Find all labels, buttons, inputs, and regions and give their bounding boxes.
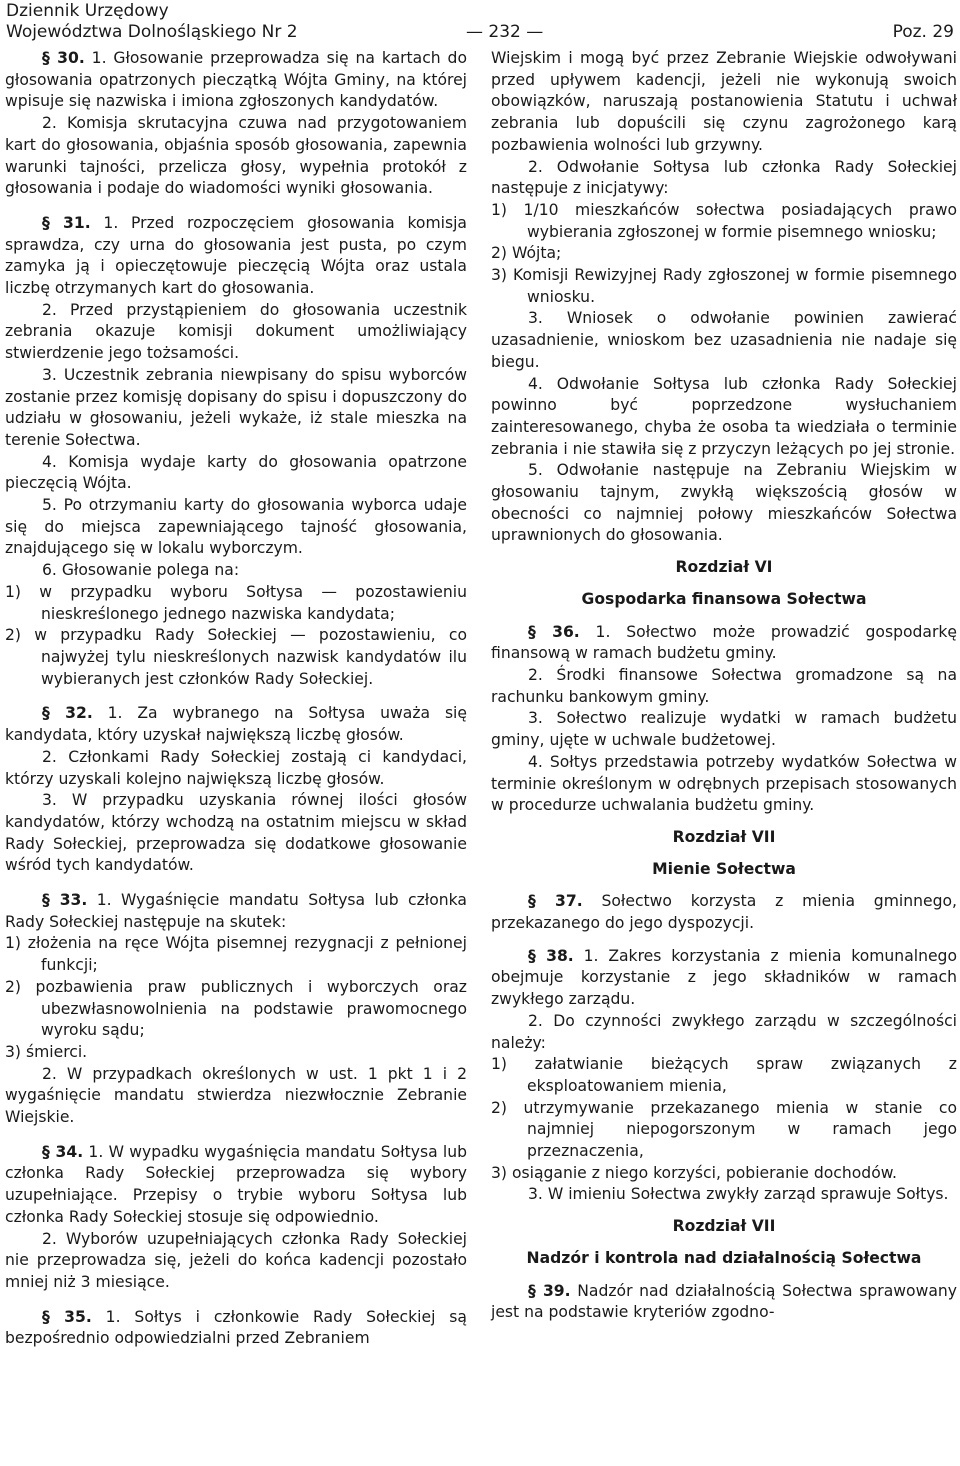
position-number: Poz. 29 [892, 22, 954, 42]
journal-issue: Województwa Dolnośląskiego Nr 2 [6, 22, 298, 42]
paragraph-33-2: 2. W przypadkach określonych w ust. 1 pkt 1 i 2 wygaśnięcie mandatu stwierdza niezwłocznie Zebranie Wiejskie. [5, 1064, 467, 1127]
paragraph-35-5: 5. Odwołanie następuje na Zebraniu Wiejskim w głosowaniu tajnym, zwykłą większością głosów w obecności co najmniej połowy mieszkańców Sołectwa uprawnionych do głosowania. [491, 461, 957, 545]
paragraph-31-1: § 31. 1. Przed rozpoczęciem głosowania komisja sprawdza, czy urna do głosowania jest pusta, po czym zamyka ją i opieczętowuje pieczęcią Wójta oraz ustala liczbę otrzymanych kart do głosowania. [5, 213, 467, 298]
list-item: 3) śmierci. [5, 1042, 88, 1061]
section-number: § 38. [528, 946, 574, 965]
list-item: 2) Wójta; [491, 244, 562, 263]
paragraph-34-1: § 34. 1. W wypadku wygaśnięcia mandatu Sołtysa lub członka Rady Sołeckiej przeprowadza się wybory uzupełniające. Przepisy o trybie wyboru Sołtysa lub członka Rady Sołeckiej stosuje się odpowiednio. [5, 1142, 467, 1226]
section-number: § 35. [42, 1307, 92, 1326]
chapter-heading: Rozdział VII [672, 827, 776, 846]
paragraph-37: § 37. Sołectwo korzysta z mienia gminnego, przekazanego do jego dyspozycji. [491, 892, 957, 933]
paragraph-35-3: 3. Wniosek o odwołanie powinien zawierać uzasadnienie, wnioskom bez uzasadnienia nie nadaje się biegu. [491, 309, 957, 371]
section-number: § 36. [528, 622, 580, 641]
page-header [6, 0, 954, 44]
paragraph-36-1: § 36. 1. Sołectwo może prowadzić gospodarkę finansową w ramach budżetu gminy. [491, 622, 957, 663]
paragraph-31-2: 2. Przed przystąpieniem do głosowania uczestnik zebrania okazuje komisji dokument umożliwiający stwierdzenie jego tożsamości. [5, 300, 467, 363]
list-item: 1) w przypadku wyboru Sołtysa — pozostawieniu nieskreślonego jednego nazwiska kandydata; [5, 582, 467, 623]
list-item: 1) 1/10 mieszkańców sołectwa posiadających prawo wybierania zgłoszonej w formie pisemnego wniosku; [491, 200, 957, 241]
paragraph-32-2: 2. Członkami Rady Sołeckiej zostają ci kandydaci, którzy uzyskali kolejno największą liczbę głosów. [5, 747, 467, 788]
paragraph-31-5: 5. Po otrzymaniu karty do głosowania wyborca udaje się do miejsca zapewniającego tajność głosowania, znajdującego się w lokalu wyborczym. [5, 496, 467, 558]
paragraph-39: § 39. Nadzór nad działalnością Sołectwa sprawowany jest na podstawie kryteriów zgodno- [491, 1281, 957, 1322]
list-item: 3) osiąganie z niego korzyści, pobieranie dochodów. [491, 1163, 898, 1182]
paragraph-38-1: § 38. 1. Zakres korzystania z mienia komunalnego obejmuje korzystanie z jego składników w ramach zwykłego zarządu. [491, 946, 957, 1009]
chapter-title: Gospodarka finansowa Sołectwa [581, 589, 867, 608]
chapter-heading: Rozdział VII [672, 1217, 776, 1236]
list-item: 1) załatwianie bieżących spraw związanych z eksploatowaniem mienia, [491, 1055, 957, 1095]
paragraph-36-4: 4. Sołtys przedstawia potrzeby wydatków Sołectwa w terminie określonym w odrębnych przepisach stosowanych w procedurze uchwalania budżetu gminy. [491, 752, 957, 815]
paragraph-32-1: § 32. 1. Za wybranego na Sołtysa uważa się kandydata, który uzyskał największą liczbę głosów. [5, 704, 467, 745]
paragraph-30-1: § 30. 1. Głosowanie przeprowadza się na kartach do głosowania opatrzonych pieczątką Wójta Gminy, na której wpisuje się nazwiska i imiona zgłoszonych kandydatów. [5, 49, 467, 111]
paragraph-31-4: 4. Komisja wydaje karty do głosowania opatrzone pieczęcią Wójta. [5, 452, 467, 493]
list-item: 3) Komisji Rewizyjnej Rady zgłoszonej w formie pisemnego wniosku. [491, 266, 957, 306]
section-number: § 33. [42, 891, 88, 910]
list-item: 2) pozbawienia praw publicznych i wyborczych oraz ubezwłasnowolnienia na podstawie prawomocnego wyroku sądu; [5, 977, 467, 1040]
chapter-heading: Rozdział VI [675, 558, 773, 577]
section-number: § 30. [42, 49, 85, 67]
paragraph-36-3: 3. Sołectwo realizuje wydatki w ramach budżetu gminy, ujęte w uchwale budżetowej. [491, 709, 957, 750]
paragraph-38-2: 2. Do czynności zwykłego zarządu w szczególności należy: [491, 1011, 957, 1052]
right-column [491, 48, 957, 1324]
section-number: § 37. [528, 892, 583, 911]
section-number: § 32. [42, 704, 93, 723]
paragraph-31-3: 3. Uczestnik zebrania niewpisany do spisu wyborców zostanie przez komisję dopisany do spisu i dopuszczony do udziału w głosowaniu, jeżeli wykaże, iż stale mieszka na terenie Sołectwa. [5, 365, 467, 449]
paragraph-31-6: 6. Głosowanie polega na: [42, 561, 240, 580]
list-item: 2) w przypadku Rady Sołeckiej — pozostawieniu, co najwyżej tylu nieskreślonych nazwisk kandydatów ilu wybieranych jest członków Rady Sołeckiej. [5, 626, 467, 688]
paragraph-35-2: 2. Odwołanie Sołtysa lub członka Rady Sołeckiej następuje z inicjatywy: [491, 157, 957, 198]
paragraph-32-3: 3. W przypadku uzyskania równej ilości głosów kandydatów, którzy wchodzą na ostatnim miejscu w skład Rady Sołeckiej, przeprowadza się dodatkowe głosowanie wśród tych kandydatów. [5, 791, 467, 875]
chapter-title: Mienie Sołectwa [652, 859, 796, 878]
paragraph-30-2: 2. Komisja skrutacyjna czuwa nad przygotowaniem kart do głosowania, objaśnia sposób głosowania, zapewnia warunki tajności, przelicza głosy, wypełnia protokół z głosowania i podaje do wiadomości wyniki głosowania. [5, 114, 467, 198]
page-number: — 232 — [466, 22, 544, 42]
journal-title: Dziennik Urzędowy [6, 1, 169, 21]
section-number: § 39. [528, 1281, 571, 1300]
paragraph-36-2: 2. Środki finansowe Sołectwa gromadzone są na rachunku bankowym gminy. [491, 665, 957, 706]
paragraph-33-1: § 33. 1. Wygaśnięcie mandatu Sołtysa lub członka Rady Sołeckiej następuje na skutek: [5, 891, 467, 931]
section-number: § 31. [42, 213, 91, 232]
chapter-title: Nadzór i kontrola nad działalnością Sołectwa [526, 1248, 922, 1267]
list-item: 1) złożenia na ręce Wójta pisemnej rezygnacji z pełnionej funkcji; [5, 934, 467, 975]
paragraph-35-1-cont: Wiejskim i mogą być przez Zebranie Wiejskie odwoływani przed upływem kadencji, jeżeli nie wykonują swoich obowiązków, naruszają postanowienia Statutu i uchwał zebrania lub dopuścili się czynu zagrożonego karą pozbawienia wolności lub grzywny. [491, 49, 957, 154]
paragraph-35-1: § 35. 1. Sołtys i członkowie Rady Sołeckiej są bezpośrednio odpowiedzialni przed Zebraniem [5, 1307, 467, 1348]
paragraph-34-2: 2. Wyborów uzupełniających członka Rady Sołeckiej nie przeprowadza się, jeżeli do końca kadencji pozostało mniej niż 3 miesiące. [5, 1229, 467, 1291]
left-column [5, 48, 467, 1350]
paragraph-35-4: 4. Odwołanie Sołtysa lub członka Rady Sołeckiej powinno być poprzedzone wysłuchaniem zainteresowanego, chyba że osoba ta wiedziała o terminie zebrania i nie stawiła się z przyczyn leżących po jej stronie. [491, 374, 957, 458]
section-number: § 34. [42, 1142, 84, 1161]
paragraph-38-3: 3. W imieniu Sołectwa zwykły zarząd sprawuje Sołtys. [528, 1185, 949, 1204]
list-item: 2) utrzymywanie przekazanego mienia w stanie co najmniej niepogorszonym w ramach jego przeznaczenia, [491, 1098, 957, 1161]
